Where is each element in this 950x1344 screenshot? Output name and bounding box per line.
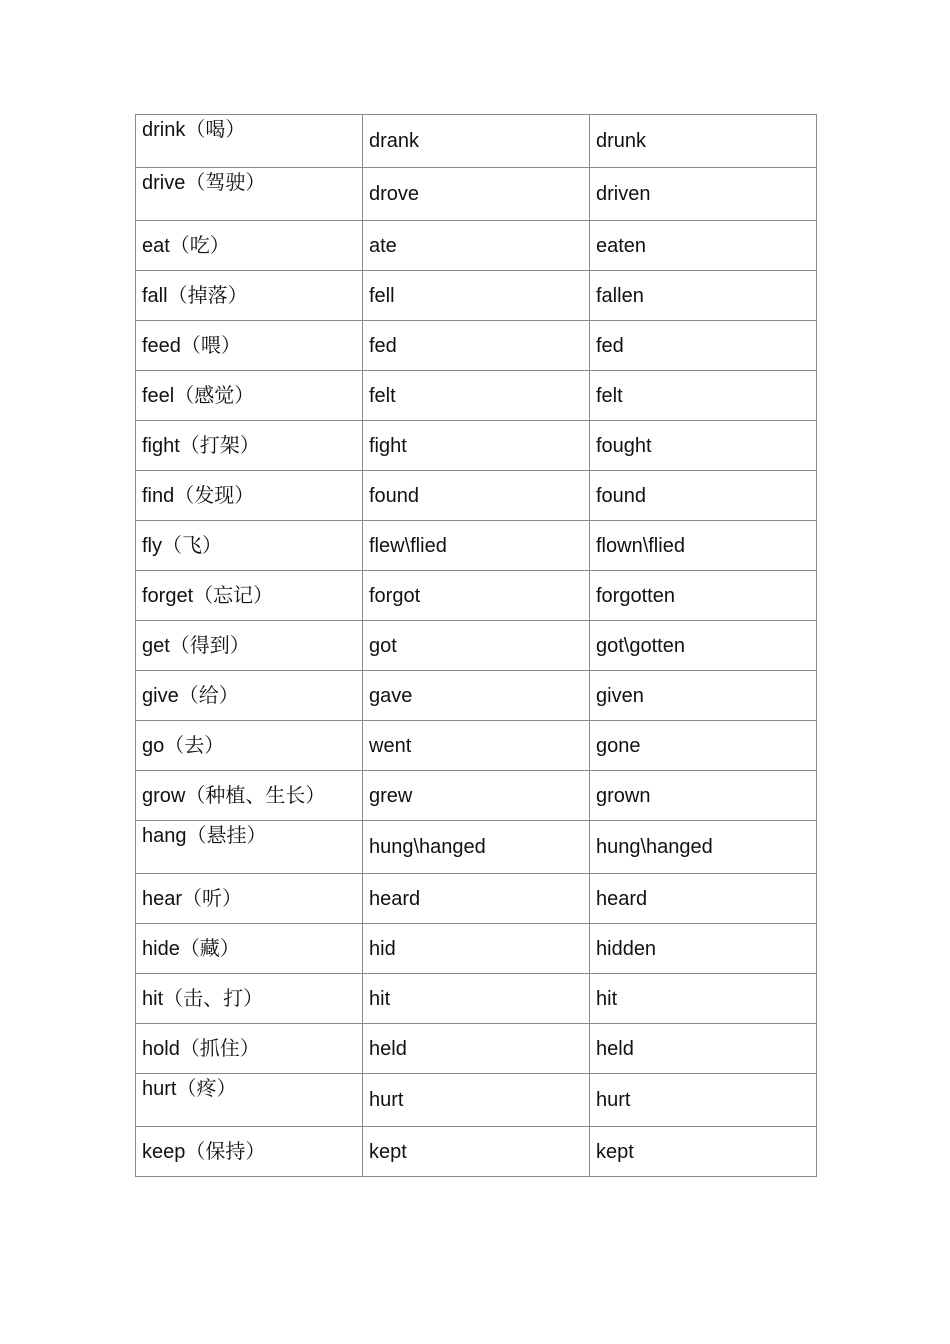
- past-participle-cell: forgotten: [590, 571, 817, 621]
- past-tense-cell: felt: [363, 371, 590, 421]
- past-participle-cell: driven: [590, 168, 817, 221]
- table-row: [136, 271, 817, 321]
- table-row: [136, 721, 817, 771]
- table-row: [136, 621, 817, 671]
- base-form-cell: drink（喝）: [136, 115, 363, 168]
- past-participle-cell: kept: [590, 1127, 817, 1177]
- table-row: [136, 571, 817, 621]
- base-form-cell: find（发现）: [136, 471, 363, 521]
- table-row: [136, 821, 817, 874]
- base-form-cell: fight（打架）: [136, 421, 363, 471]
- past-tense-cell: held: [363, 1024, 590, 1074]
- table-row: [136, 421, 817, 471]
- base-form-cell: hide（藏）: [136, 924, 363, 974]
- table-row: [136, 1074, 817, 1127]
- table-row: [136, 521, 817, 571]
- base-form-cell: hold（抓住）: [136, 1024, 363, 1074]
- table-row: [136, 1127, 817, 1177]
- base-form-cell: fly（飞）: [136, 521, 363, 571]
- past-tense-cell: grew: [363, 771, 590, 821]
- past-tense-cell: hit: [363, 974, 590, 1024]
- base-form-cell: drive（驾驶）: [136, 168, 363, 221]
- base-form-cell: keep（保持）: [136, 1127, 363, 1177]
- table-row: [136, 1024, 817, 1074]
- past-tense-cell: hung\hanged: [363, 821, 590, 874]
- past-tense-cell: drank: [363, 115, 590, 168]
- table-row: [136, 115, 817, 168]
- past-participle-cell: grown: [590, 771, 817, 821]
- base-form-cell: hit（击、打）: [136, 974, 363, 1024]
- past-tense-cell: hurt: [363, 1074, 590, 1127]
- base-form-cell: go（去）: [136, 721, 363, 771]
- past-tense-cell: fight: [363, 421, 590, 471]
- past-participle-cell: fought: [590, 421, 817, 471]
- past-tense-cell: got: [363, 621, 590, 671]
- past-participle-cell: held: [590, 1024, 817, 1074]
- past-participle-cell: drunk: [590, 115, 817, 168]
- past-tense-cell: gave: [363, 671, 590, 721]
- irregular-verbs-table: [135, 114, 817, 1177]
- base-form-cell: eat（吃）: [136, 221, 363, 271]
- base-form-cell: feed（喂）: [136, 321, 363, 371]
- past-participle-cell: got\gotten: [590, 621, 817, 671]
- base-form-cell: hear（听）: [136, 874, 363, 924]
- past-tense-cell: drove: [363, 168, 590, 221]
- past-tense-cell: heard: [363, 874, 590, 924]
- base-form-cell: give（给）: [136, 671, 363, 721]
- table-row: [136, 874, 817, 924]
- past-participle-cell: found: [590, 471, 817, 521]
- past-tense-cell: fed: [363, 321, 590, 371]
- past-participle-cell: fed: [590, 321, 817, 371]
- table-row: [136, 371, 817, 421]
- table-row: [136, 671, 817, 721]
- table-row: [136, 321, 817, 371]
- past-participle-cell: fallen: [590, 271, 817, 321]
- table-row: [136, 974, 817, 1024]
- base-form-cell: feel（感觉）: [136, 371, 363, 421]
- base-form-cell: hurt（疼）: [136, 1074, 363, 1127]
- base-form-cell: forget（忘记）: [136, 571, 363, 621]
- past-participle-cell: hung\hanged: [590, 821, 817, 874]
- table-row: [136, 924, 817, 974]
- base-form-cell: fall（掉落）: [136, 271, 363, 321]
- table-row: [136, 471, 817, 521]
- past-participle-cell: heard: [590, 874, 817, 924]
- table-row: [136, 771, 817, 821]
- past-participle-cell: felt: [590, 371, 817, 421]
- past-participle-cell: hit: [590, 974, 817, 1024]
- base-form-cell: hang（悬挂）: [136, 821, 363, 874]
- past-participle-cell: eaten: [590, 221, 817, 271]
- table-row: [136, 168, 817, 221]
- past-tense-cell: forgot: [363, 571, 590, 621]
- past-tense-cell: hid: [363, 924, 590, 974]
- table-row: [136, 221, 817, 271]
- past-tense-cell: ate: [363, 221, 590, 271]
- past-tense-cell: fell: [363, 271, 590, 321]
- past-tense-cell: flew\flied: [363, 521, 590, 571]
- base-form-cell: get（得到）: [136, 621, 363, 671]
- past-participle-cell: given: [590, 671, 817, 721]
- past-tense-cell: found: [363, 471, 590, 521]
- past-tense-cell: went: [363, 721, 590, 771]
- base-form-cell: grow（种植、生长）: [136, 771, 363, 821]
- past-participle-cell: hurt: [590, 1074, 817, 1127]
- past-tense-cell: kept: [363, 1127, 590, 1177]
- past-participle-cell: hidden: [590, 924, 817, 974]
- past-participle-cell: flown\flied: [590, 521, 817, 571]
- past-participle-cell: gone: [590, 721, 817, 771]
